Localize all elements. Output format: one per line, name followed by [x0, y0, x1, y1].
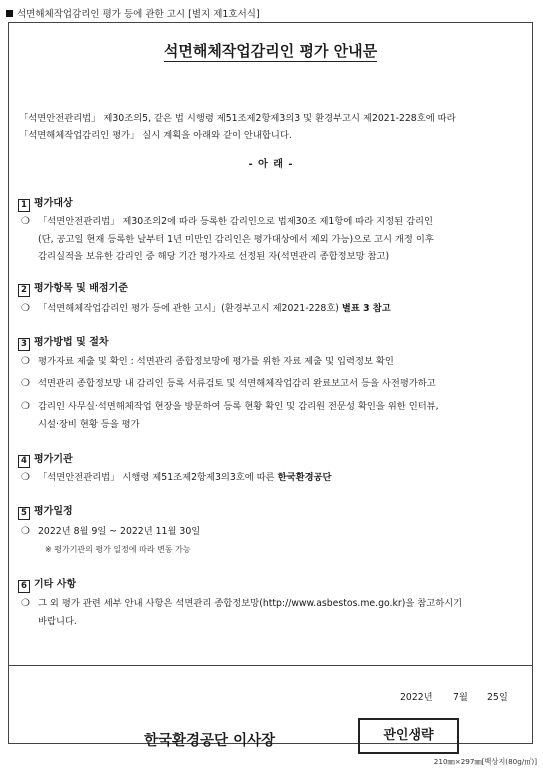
list-item: ❍ 평가자료 제출 및 확인 : 석면관리 종합정보망에 평가를 위한 자료 제출 및 입력정보 확인	[18, 353, 530, 371]
list-item: ❍ 석면관리 종합정보망 내 감리인 등록 서류검토 및 석면해체작업감리 완료보고서 등을 사전평가하고	[18, 375, 530, 393]
section-title: 평가기관	[34, 454, 73, 465]
emphasis-text: 별표 3 참고	[341, 303, 391, 314]
section-number: 5	[18, 507, 30, 520]
issuer-name: 한국환경공단 이사장	[144, 733, 276, 749]
intro-line-2: 「석면해체작업감리인 평가」 실시 계획을 아래와 같이 안내합니다.	[19, 130, 292, 141]
below-marker: - 아 래 -	[248, 159, 293, 170]
date-year: 2022년	[400, 692, 433, 703]
schedule-note: ※ 평가기관의 평가 일정에 따라 변동 가능	[45, 545, 191, 554]
page-title: 석면해체작업감리인 평가 안내문	[163, 42, 378, 60]
section-6-heading	[18, 575, 76, 593]
section-title: 평가일정	[34, 506, 73, 517]
form-label: 석면해체작업감리인 평가 등에 관한 고시 [별지 제1호서식]	[17, 9, 260, 20]
intro-line-1: 「석면안전관리법」 제30조의5, 같은 법 시행령 제51조제2항제3의3 및 환경부고시 제2021-228호에 따라	[19, 113, 456, 124]
section-number: 2	[18, 284, 30, 297]
circle-bullet-icon: ❍	[21, 378, 30, 389]
document-frame	[8, 22, 533, 749]
form-header	[6, 6, 260, 20]
date-month: 7월	[453, 692, 468, 703]
section-title: 기타 사항	[34, 579, 77, 590]
section-4-heading	[18, 450, 73, 468]
list-item: ❍ 「석면해체작업감리인 평가 등에 관한 고시」(환경부고시 제2021-228호) 별표 3 참고	[18, 300, 530, 318]
circle-bullet-icon: ❍	[21, 216, 30, 227]
paper-spec: 210㎜×297㎜[백상지(80g/㎡)]	[433, 757, 537, 766]
circle-bullet-icon: ❍	[21, 472, 30, 483]
section-3-heading	[18, 333, 109, 351]
section-number: 3	[18, 338, 30, 351]
section-number: 1	[18, 199, 30, 212]
circle-bullet-icon: ❍	[21, 598, 30, 609]
section-title: 평가대상	[34, 198, 73, 209]
section-2-heading	[18, 279, 128, 297]
seal-omitted-box: 관인생략	[358, 718, 459, 754]
list-item: ❍ 「석면안전관리법」 제30조의2에 따라 등록한 감리인으로 법제30조 제1항에 따라 지정된 감리인 (단, 공고일 현재 등록한 날부터 1년 미만인 감리인은 평가대상에서 제외 가능)으로 고시 개정 이후 감리실적을 보유한 감리인 중 해당 기간 평가자로 선정된 자(석면관리 종합정보망 참고)	[18, 213, 530, 266]
section-number: 4	[18, 455, 30, 468]
list-item: ❍ 2022년 8월 9일 ~ 2022년 11월 30일	[18, 523, 530, 541]
section-5-heading	[18, 502, 73, 520]
square-bullet-icon	[6, 10, 13, 17]
section-1-heading	[18, 194, 73, 212]
circle-bullet-icon: ❍	[21, 303, 30, 314]
footer-divider	[9, 665, 532, 666]
section-title: 평가항목 및 배점기준	[34, 283, 128, 294]
date-day: 25일	[487, 692, 508, 703]
section-number: 6	[18, 580, 30, 593]
list-item: ❍ 그 외 평가 관련 세부 안내 사항은 석면관리 종합정보망(http://www.asbestos.me.go.kr)을 참고하시기 바랍니다.	[18, 595, 530, 630]
emphasis-text: 한국환경공단	[277, 472, 332, 483]
list-item: ❍ 「석면안전관리법」 시행령 제51조제2항제3의3호에 따른 한국환경공단	[18, 469, 530, 487]
section-title: 평가방법 및 절차	[34, 337, 109, 348]
circle-bullet-icon: ❍	[21, 401, 30, 412]
intro-paragraph	[19, 110, 527, 144]
circle-bullet-icon: ❍	[21, 356, 30, 367]
list-item: ❍ 감리인 사무실·석면해체작업 현장을 방문하여 등록 현황 확인 및 감리원 전문성 확인을 위한 인터뷰, 시설·장비 현황 등을 평가	[18, 398, 530, 433]
circle-bullet-icon: ❍	[21, 526, 30, 537]
